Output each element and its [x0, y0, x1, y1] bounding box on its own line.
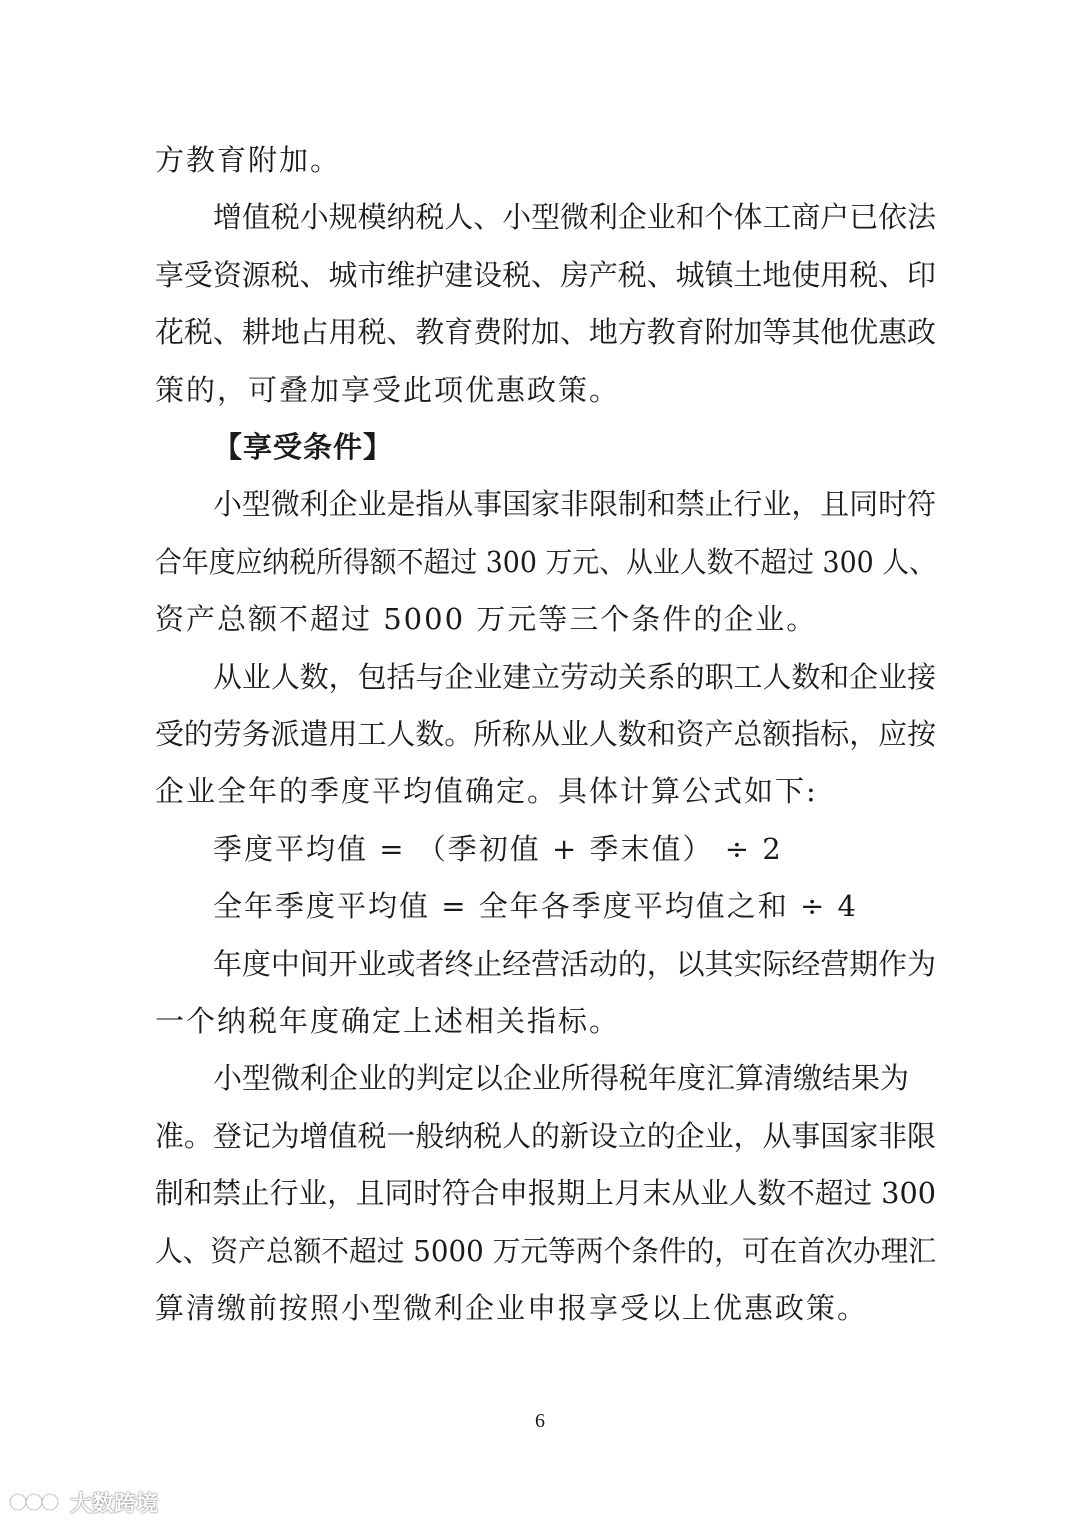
text-line [0, 1223, 1080, 1279]
text-line-content: 受的劳务派遣用工人数。所称从业人数和资产总额指标，应按 [155, 717, 936, 751]
text-line [0, 1280, 1080, 1336]
text-line-content: 方教育附加。 [155, 143, 342, 177]
text-line [0, 247, 1080, 303]
text-line-content: 合年度应纳税所得额不超过 300 万元、从业人数不超过 300 人、 [155, 544, 936, 579]
page-number: 6 [535, 1410, 545, 1432]
text-line [0, 189, 1080, 245]
watermark-label: 大数跨境 [70, 1491, 159, 1517]
text-line [0, 936, 1080, 992]
text-line [0, 649, 1080, 705]
text-line-content: 【享受条件】 [213, 430, 394, 464]
text-line [0, 878, 1080, 934]
text-line-content: 制和禁止行业，且同时符合申报期上月末从业人数不超过 300 [155, 1176, 936, 1211]
text-line [0, 132, 1080, 188]
text-line-content: 从业人数，包括与企业建立劳动关系的职工人数和企业接 [213, 659, 936, 694]
text-line-content: 资产总额不超过 5000 万元等三个条件的企业。 [155, 602, 818, 637]
text-line-content: 小型微利企业的判定以企业所得税年度汇算清缴结果为 [213, 1061, 910, 1096]
text-line [0, 476, 1080, 532]
text-line [0, 993, 1080, 1049]
text-line-content: 小型微利企业是指从事国家非限制和禁止行业，且同时符 [213, 487, 936, 522]
text-line-content: 人、资产总额不超过 5000 万元等两个条件的，可在首次办理汇 [155, 1233, 936, 1268]
text-line-content: 年度中间开业或者终止经营活动的，以其实际经营期作为 [213, 946, 936, 981]
text-line-content: 季度平均值 = （季初值 + 季末值） ÷ 2 [213, 831, 783, 866]
text-line-content: 全年季度平均值 = 全年各季度平均值之和 ÷ 4 [213, 889, 858, 924]
text-line-content: 策的，可叠加享受此项优惠政策。 [155, 372, 621, 407]
text-line-content: 增值税小规模纳税人、小型微利企业和个体工商户已依法 [213, 200, 936, 235]
text-line [0, 591, 1080, 647]
text-line [0, 304, 1080, 360]
text-line-content: 算清缴前按照小型微利企业申报享受以上优惠政策。 [155, 1291, 869, 1325]
text-line [0, 821, 1080, 877]
watermark [8, 1486, 158, 1518]
text-line [0, 362, 1080, 418]
text-line-content: 企业全年的季度平均值确定。具体计算公式如下: [155, 774, 818, 809]
text-line [0, 706, 1080, 762]
text-line [0, 534, 1080, 590]
text-line-content: 准。登记为增值税一般纳税人的新设立的企业，从事国家非限 [155, 1118, 936, 1153]
text-line-content: 享受资源税、城市维护建设税、房产税、城镇土地使用税、印 [155, 257, 936, 292]
text-line [0, 1165, 1080, 1221]
watermark-logo-icon [8, 1488, 64, 1516]
text-line [0, 763, 1080, 819]
text-line-content: 一个纳税年度确定上述相关指标。 [155, 1004, 621, 1038]
text-line [0, 1050, 1080, 1106]
text-line-content: 花税、耕地占用税、教育费附加、地方教育附加等其他优惠政 [155, 315, 936, 350]
text-line [0, 1108, 1080, 1164]
section-heading [0, 419, 1080, 475]
